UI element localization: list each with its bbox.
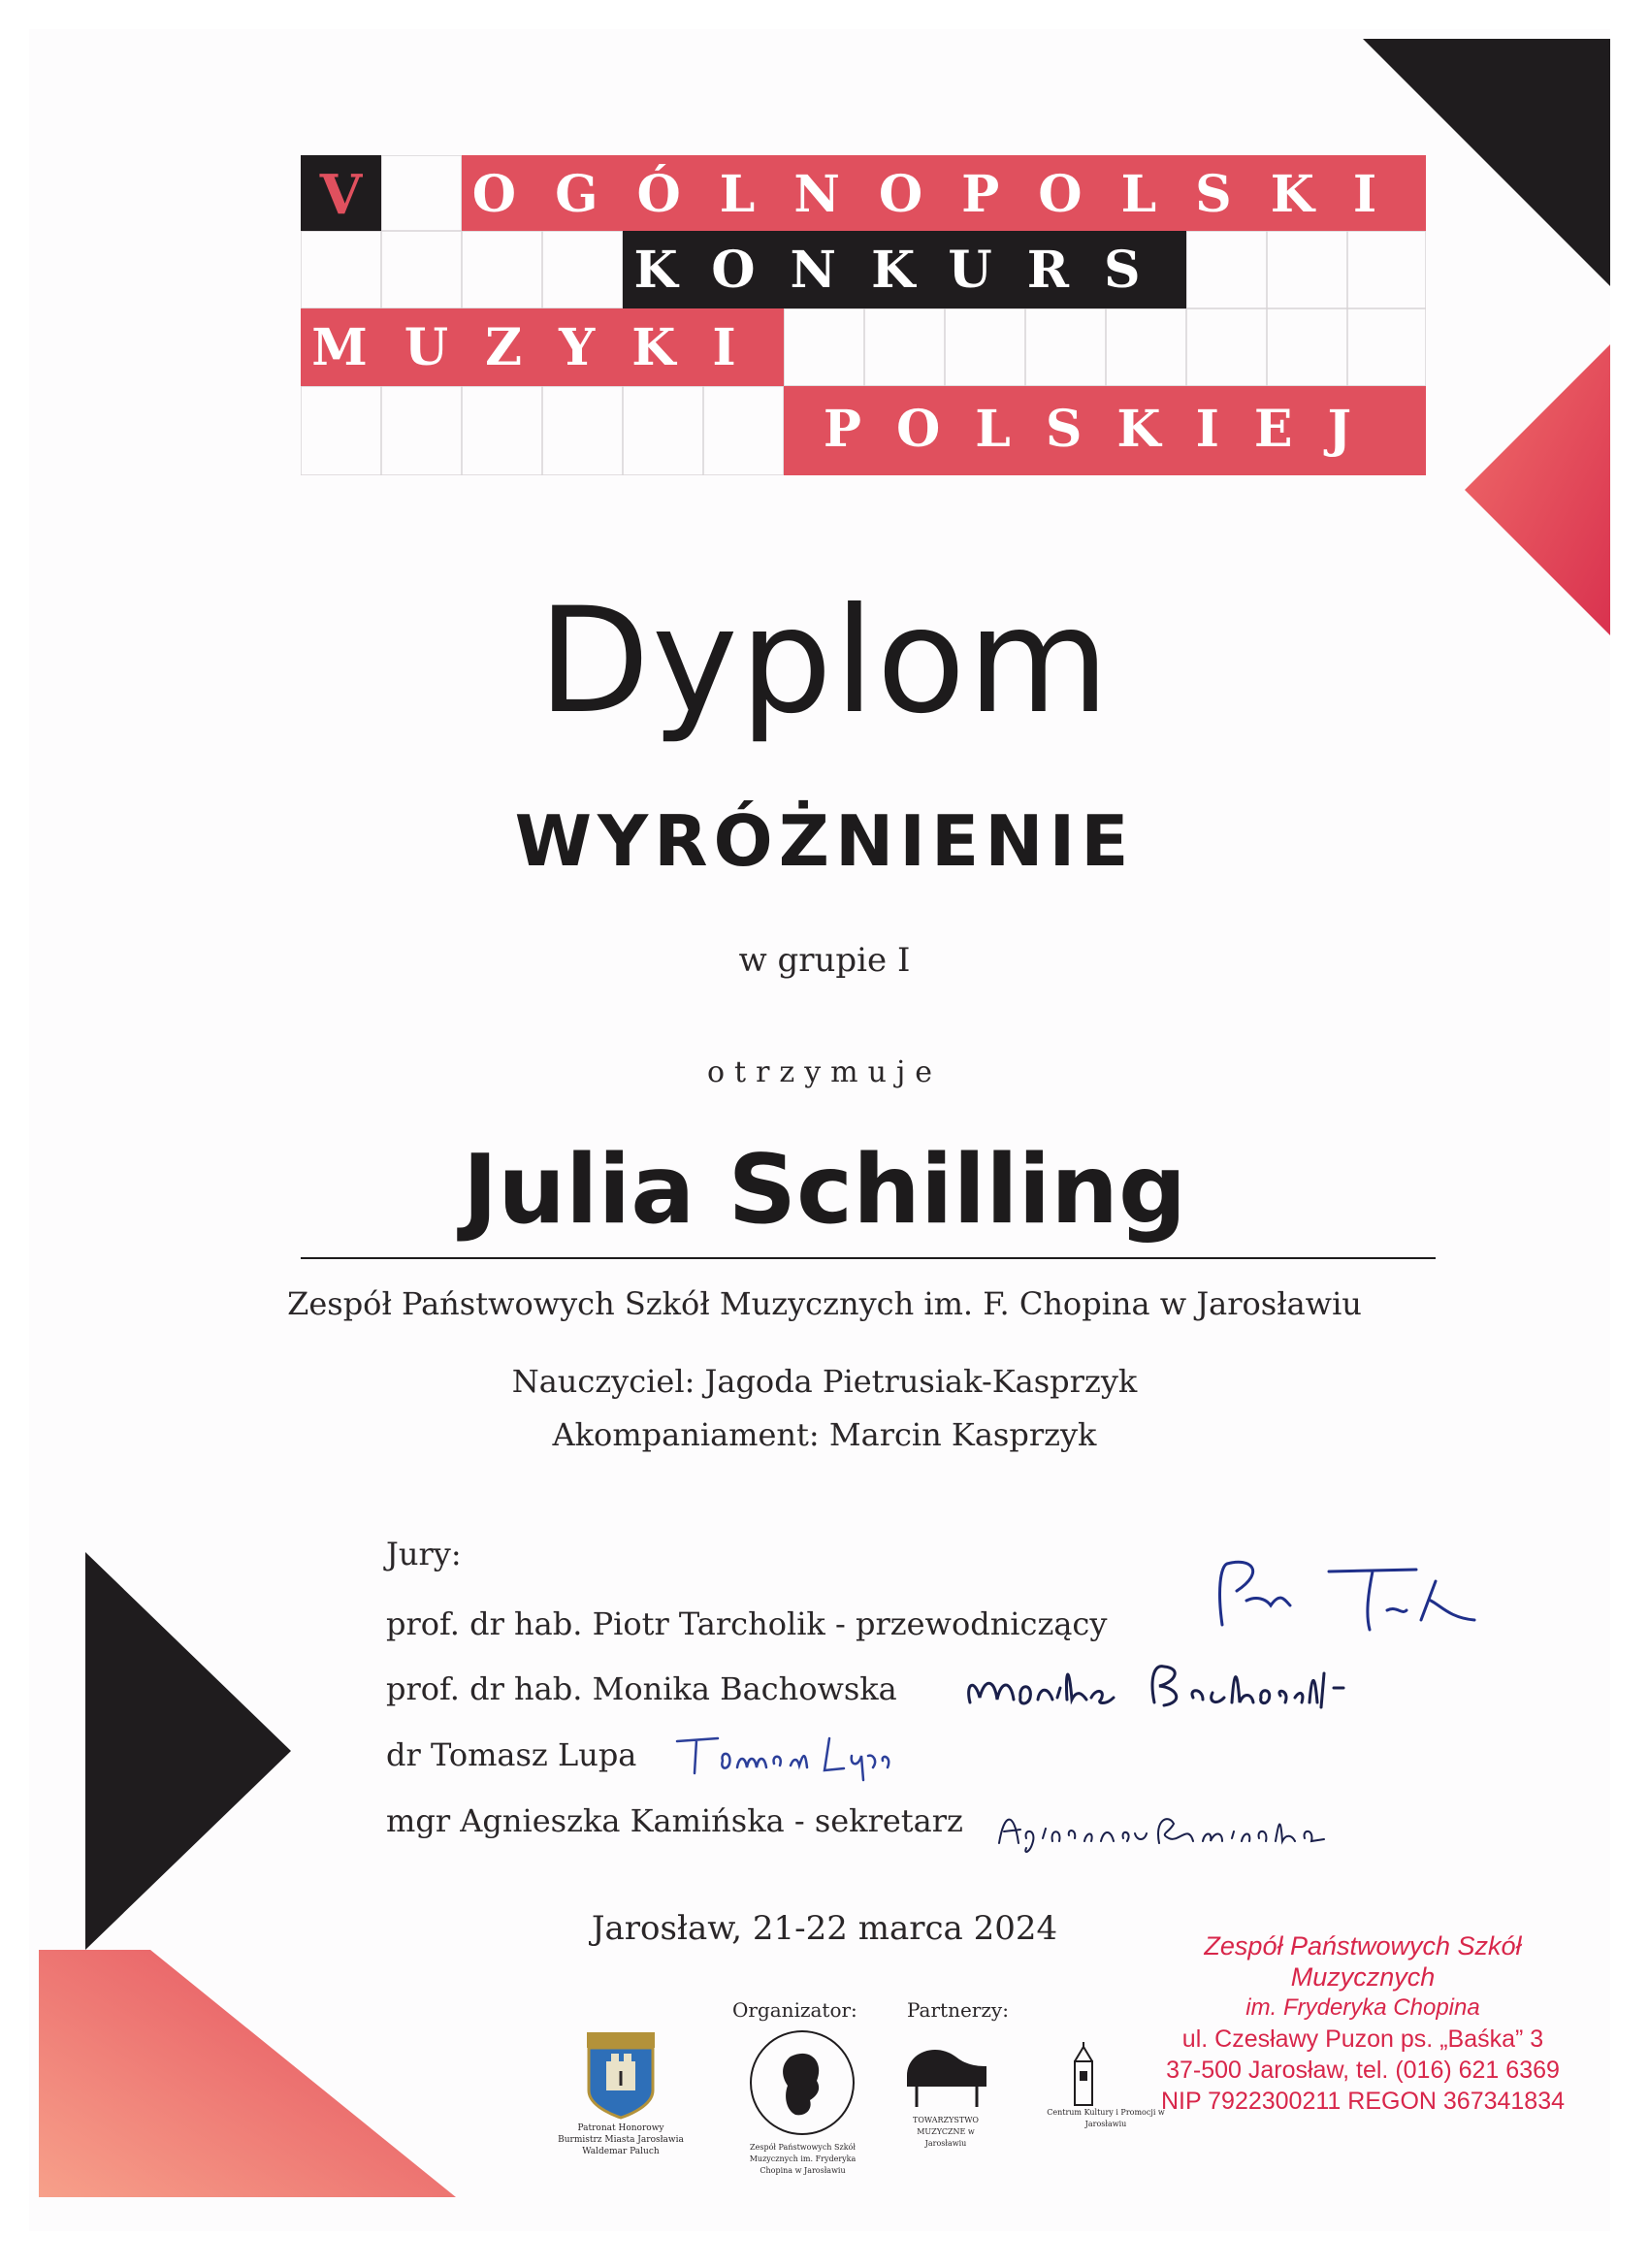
- receives-label: otrzymuje: [706, 1055, 943, 1089]
- organizer-logo-text: Zespół Państwowych Szkół Muzycznych im. Fryderyka Chopina w Jarosławiu: [749, 2143, 857, 2175]
- piano-logo: [897, 2037, 994, 2115]
- partners-label: Partnerzy:: [907, 1998, 1009, 2022]
- partner1-logo-text: TOWARZYSTWO MUZYCZNE w Jarosławiu: [913, 2116, 979, 2148]
- grid-word-polskiej: POLSKIEJ: [823, 400, 1387, 459]
- jury-label: Jury:: [386, 1536, 462, 1572]
- stamp-line-4: 37-500 Jarosław, tel. (016) 621 6369: [1166, 2057, 1560, 2084]
- award-title: WYRÓŻNIENIE: [514, 800, 1135, 882]
- grid-word-konkurs: KONKURS: [633, 241, 1176, 300]
- patron-caption: [529, 2122, 713, 2157]
- accompaniment-line: Akompaniament: Marcin Kasprzyk: [552, 1416, 1097, 1453]
- diploma-title: Dyplom: [537, 577, 1112, 746]
- triangle-bottom-left-red: [39, 1950, 456, 2197]
- recipient-name: Julia Schilling: [462, 1135, 1187, 1246]
- patron-line-1: Patronat Honorowy: [577, 2123, 664, 2133]
- organizer-school-logo: [747, 2027, 858, 2139]
- school-stamp: [1135, 1930, 1591, 2117]
- organizer-label: Organizator:: [732, 1998, 857, 2022]
- jury-member-1: prof. dr hab. Piotr Tarcholik - przewodniczący: [386, 1605, 1108, 1642]
- stamp-line-3: ul. Czesławy Puzon ps. „Baśka” 3: [1181, 2025, 1544, 2053]
- stamp-line-5: NIP 7922300211 REGON 367341834: [1160, 2088, 1566, 2115]
- signature-tomasz-lupa: [669, 1727, 892, 1795]
- jury-member-4: mgr Agnieszka Kamińska - sekretarz: [386, 1802, 963, 1839]
- stamp-line-2: im. Fryderyka Chopina: [1245, 1994, 1480, 2021]
- grid-edition-label: V: [319, 163, 363, 227]
- partner2-logo-text: Centrum Kultury i Promocji w Jarosławiu: [1047, 2108, 1165, 2128]
- patron-line-2: Burmistrz Miasta Jarosławia: [558, 2135, 684, 2145]
- jury-member-2: prof. dr hab. Monika Bachowska: [386, 1670, 897, 1707]
- grid-word-ogolnopolski: OGÓLNOPOLSKI: [471, 165, 1416, 224]
- stamp-line-1: Zespół Państwowych Szkół Muzycznych: [1204, 1931, 1522, 1992]
- signature-piotr-tarcholik: [1193, 1552, 1484, 1649]
- signature-agnieszka-kaminska: [989, 1795, 1358, 1863]
- cultural-center-logo: [1048, 2042, 1154, 2110]
- patron-line-3: Waldemar Paluch: [582, 2147, 660, 2156]
- jury-member-3: dr Tomasz Lupa: [386, 1736, 637, 1773]
- grid-word-muzyki: MUZYKI: [311, 318, 773, 377]
- school-name: Zespół Państwowych Szkół Muzycznych im. F. Chopina w Jarosławiu: [287, 1285, 1362, 1322]
- date-place: Jarosław, 21-22 marca 2024: [591, 1909, 1058, 1948]
- coat-of-arms-logo: [577, 2023, 664, 2120]
- award-group: w grupie I: [738, 941, 911, 980]
- teacher-line: Nauczyciel: Jagoda Pietrusiak-Kasprzyk: [511, 1363, 1138, 1400]
- recipient-underline: [301, 1257, 1436, 1259]
- signature-monika-bachowska: [960, 1649, 1416, 1727]
- triangle-left-dark: [85, 1552, 291, 1950]
